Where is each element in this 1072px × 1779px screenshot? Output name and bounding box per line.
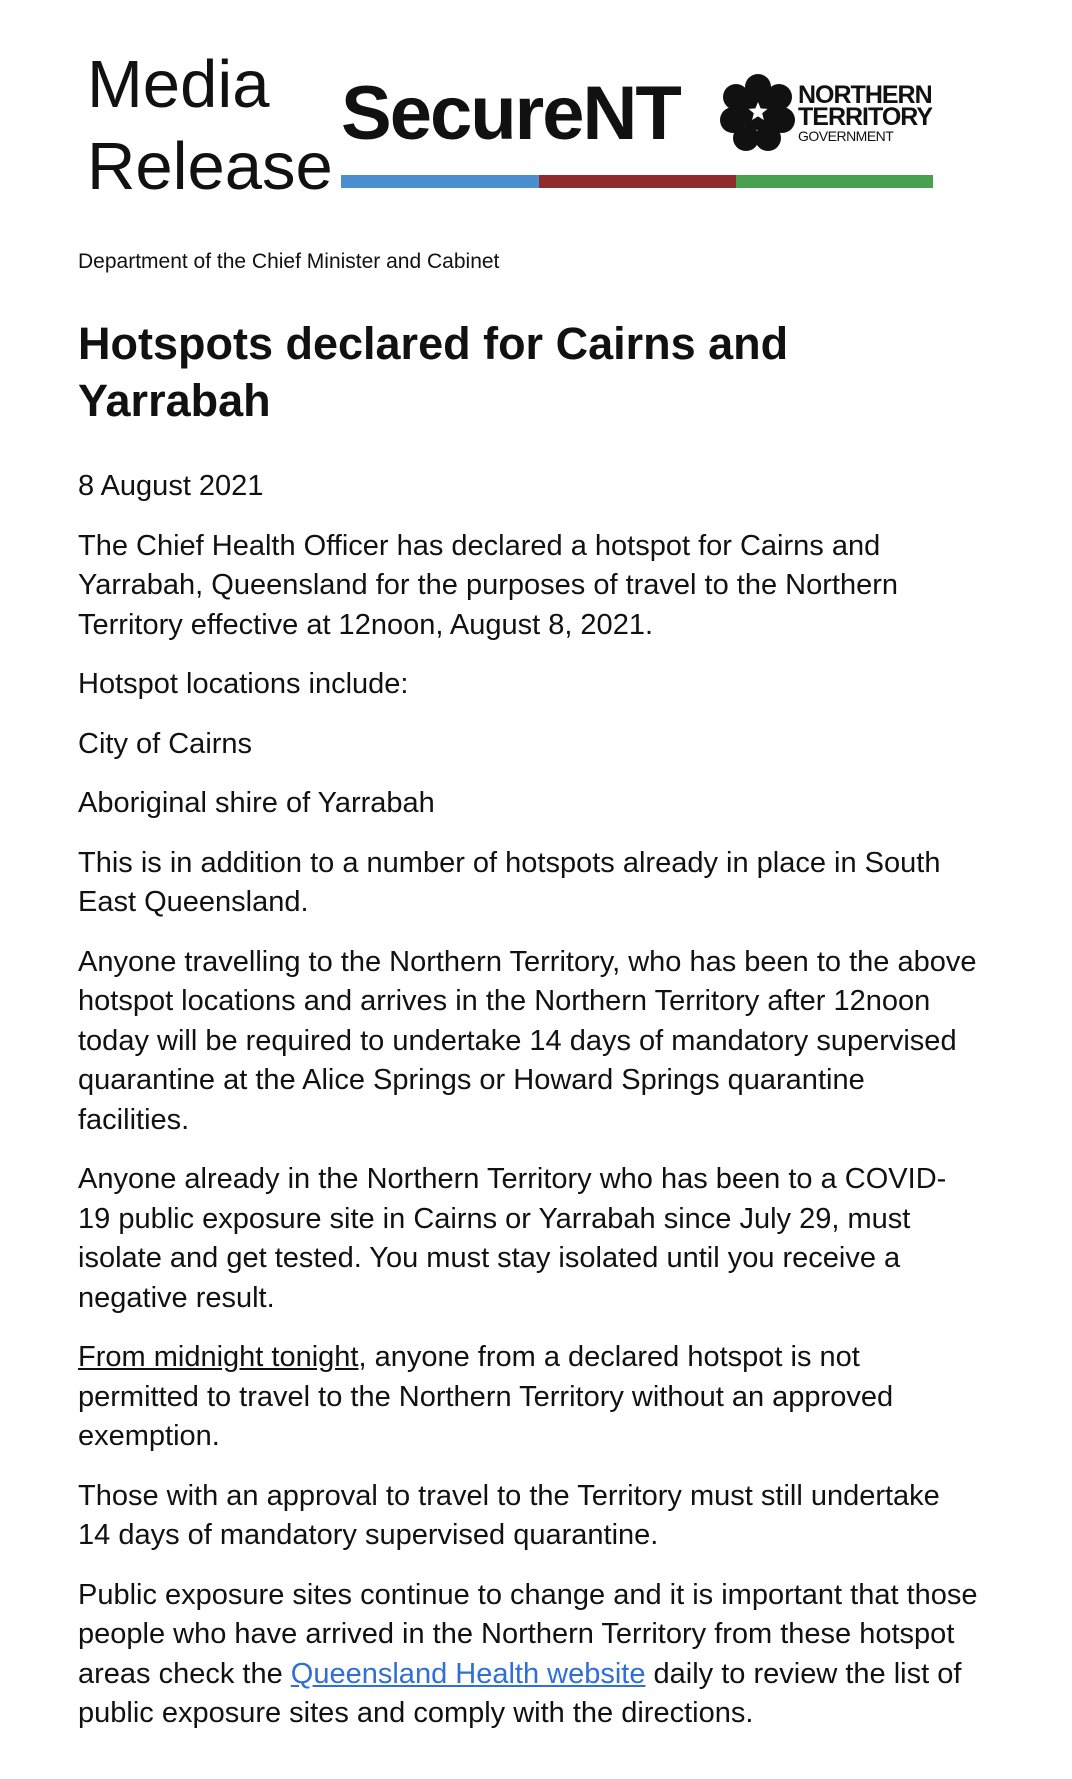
paragraph-declaration: The Chief Health Officer has declared a hotspot for Cairns and Yarrabah, Queensland for the purposes of travel to the Northern Territory effective at 12noon, August 8, 2021. [78, 529, 899, 641]
securent-logo-text: SecureNT [341, 71, 680, 156]
media-release-title [87, 44, 333, 208]
nt-flower-logo-icon [718, 72, 798, 152]
paragraph-exposure-sites [78, 1576, 978, 1734]
paragraph-quarantine-requirement: Anyone travelling to the Northern Territory, who has been to the above hotspot locations and arrives in the Northern Territory after 12noon today will be required to undertake 14 days of mandatory supervised quarantine at the Alice Springs or Howard Springs quarantine facilities. [78, 945, 977, 1136]
article-body [78, 467, 978, 1754]
midnight-tonight-text: From midnight tonight [78, 1341, 359, 1373]
media-release-line2: Release [87, 129, 333, 204]
paragraph-locations-intro: Hotspot locations include: [78, 668, 409, 700]
media-release-line1: Media [87, 47, 270, 122]
travel-ban-rest: , anyone from a declared hotspot is not permitted to travel to the Northern Territory without an approved exemption. [78, 1341, 894, 1452]
location-item-yarrabah: Aboriginal shire of Yarrabah [78, 787, 435, 819]
page-title: Hotspots declared for Cairns and Yarrabah [78, 318, 789, 426]
paragraph-additional-hotspots: This is in addition to a number of hotspots already in place in South East Queensland. [78, 846, 941, 918]
location-item-cairns: City of Cairns [78, 727, 253, 760]
brand-stripe-blue [341, 175, 539, 188]
brand-stripe-red [539, 175, 736, 188]
gov-line1: NORTHERN [798, 81, 932, 109]
paragraph-isolation: Anyone already in the Northern Territory who has been to a COVID-19 public exposure site in Cairns or Yarrabah since July 29, must isolate and get tested. You must stay isolated until you receive a negative result. [78, 1163, 947, 1314]
nt-government-wordmark [798, 81, 933, 144]
department-name: Department of the Chief Minister and Cabinet [78, 250, 500, 273]
queensland-health-link[interactable]: Queensland Health website [290, 1657, 646, 1690]
masthead [0, 0, 1072, 210]
exposure-sites-start: Public exposure sites continue to change and it is important that those people who have arrived in the Northern Territory from these hotspot areas check the [78, 1578, 978, 1690]
gov-line2: TERRITORY [798, 103, 933, 131]
paragraph-travel-ban [78, 1338, 978, 1457]
brand-stripe-green [736, 175, 933, 188]
gov-line3: GOVERNMENT [798, 128, 894, 144]
release-date: 8 August 2021 [78, 470, 264, 502]
paragraph-approved-travel: Those with an approval to travel to the Territory must still undertake 14 days of mandatory supervised quarantine. [78, 1479, 940, 1551]
exposure-sites-end: daily to review the list of public exposure sites and comply with the directions. [78, 1657, 962, 1729]
